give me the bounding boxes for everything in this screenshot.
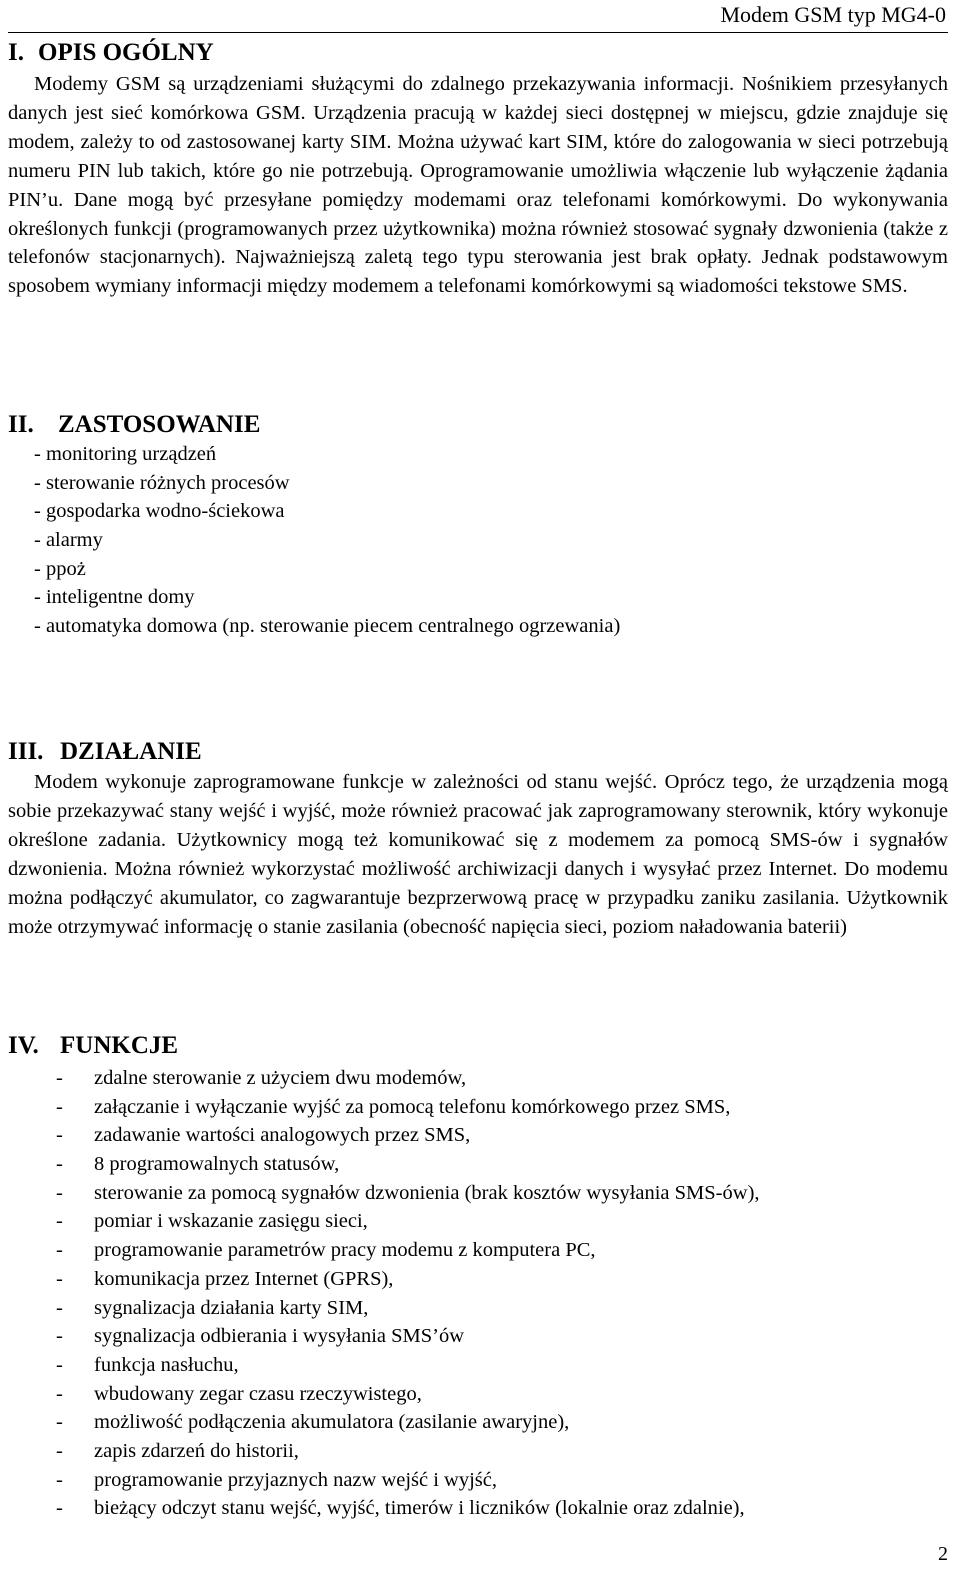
zastosowanie-list: [34, 440, 620, 641]
list-item-text: komunikacja przez Internet (GPRS),: [94, 1267, 394, 1290]
page-number: 2: [938, 1543, 948, 1565]
list-item-text: bieżący odczyt stanu wejść, wyjść, timerów i liczników (lokalnie oraz zdalnie),: [94, 1497, 745, 1520]
list-item-text: programowanie parametrów pracy modemu z komputera PC,: [94, 1239, 596, 1262]
bullet-dash: -: [56, 1325, 63, 1348]
bullet-dash: -: [56, 1124, 63, 1147]
bullet-dash: -: [56, 1411, 63, 1434]
list-item-text: programowanie przyjaznych nazw wejść i wyjść,: [94, 1468, 498, 1491]
bullet-dash: -: [56, 1468, 63, 1491]
list-item: [56, 1294, 760, 1323]
list-item-text: zdalne sterowanie z użyciem dwu modemów,: [94, 1067, 467, 1089]
list-item-text: zapis zdarzeń do historii,: [94, 1439, 299, 1462]
header-rule: [8, 32, 948, 33]
section-number: II.: [8, 411, 34, 438]
section-number: IV.: [8, 1032, 39, 1059]
bullet-dash: -: [56, 1296, 63, 1319]
section-heading-funkcje: [8, 1031, 178, 1061]
section-title: FUNKCJE: [60, 1032, 179, 1059]
section-title: OPIS OGÓLNY: [38, 39, 214, 66]
list-item: [56, 1466, 760, 1495]
section-number: I.: [8, 39, 24, 66]
bullet-dash: -: [56, 1210, 63, 1233]
dzialanie-paragraph: Modem wykonuje zaprogramowane funkcje w zależności od stanu wejść. Oprócz tego, że urządzenia mogą sobie przekazywać stany wejść i wyjść, może również pracować jak zaprogramowany sterownik, który wykonuje określone zadania. Użytkownicy mogą też komunikować się z modemem za pomocą SMS-ów i sygnałów dzwonienia. Można również wykorzystać możliwość archiwizacji danych i wysyłać przez Internet. Do modemu można podłączyć akumulator, co zagwarantuje bezprzerwową pracę w przypadku zaniku zasilania. Użytkownik może otrzymywać informację o stanie zasilania (obecność napięcia sieci, poziom naładowania baterii): [8, 771, 948, 938]
section-number: III.: [8, 738, 44, 765]
bullet-dash: -: [56, 1153, 63, 1176]
list-item: [56, 1351, 760, 1380]
funkcje-list: [56, 1064, 760, 1523]
section-heading-opis: [8, 38, 214, 68]
section-heading-zastosowanie: [8, 410, 260, 440]
list-item: [56, 1236, 760, 1265]
list-item: [56, 1121, 760, 1150]
list-item: [56, 1179, 760, 1208]
opis-paragraph: Modemy GSM są urządzeniami służącymi do zdalnego przekazywania informacji. Nośnikiem przesyłanych danych jest sieć komórkowa GSM. Urządzenia pracują w każdej sieci dostępnej w miejscu, gdzie znajduje się modem, zależy to od zastosowanej karty SIM. Można używać kart SIM, które do zalogowania w sieci potrzebują numeru PIN lub takich, które go nie potrzebują. Oprogramowanie umożliwia włączenie lub wyłączenie żądania PIN’u. Dane mogą być przesyłane pomiędzy modemami oraz telefonami komórkowymi. Do wykonywania określonych funkcji (programowanych przez użytkownika) można również stosować sygnały dzwonienia (także z telefonów stacjonarnych). Najważniejszą zaletą tego typu sterowania jest brak opłaty. Jednak podstawowym sposobem wymiany informacji między modemem a telefonami komórkowymi są wiadomości tekstowe SMS.: [8, 73, 948, 298]
list-item-text: 8 programowalnych statusów,: [94, 1153, 340, 1176]
list-item-text: funkcja nasłuchu,: [94, 1353, 239, 1376]
list-item-text: zadawanie wartości analogowych przez SMS,: [94, 1124, 471, 1147]
list-item: [56, 1408, 760, 1437]
bullet-dash: -: [56, 1239, 63, 1262]
bullet-dash: -: [56, 1095, 63, 1118]
list-item: [56, 1093, 760, 1122]
section-title: DZIAŁANIE: [60, 738, 202, 765]
list-item: - gospodarka wodno-ściekowa: [34, 500, 285, 523]
list-item-text: wbudowany zegar czasu rzeczywistego,: [94, 1382, 422, 1405]
list-item-text: załączanie i wyłączanie wyjść za pomocą telefonu komórkowego przez SMS,: [94, 1095, 731, 1118]
list-item: - sterowanie różnych procesów: [34, 471, 290, 494]
list-item: - inteligentne domy: [34, 586, 195, 609]
list-item-text: pomiar i wskazanie zasięgu sieci,: [94, 1210, 368, 1233]
list-item-text: możliwość podłączenia akumulatora (zasilanie awaryjne),: [94, 1411, 570, 1434]
list-item-text: sterowanie za pomocą sygnałów dzwonienia (brak kosztów wysyłania SMS-ów),: [94, 1181, 760, 1204]
bullet-dash: -: [56, 1181, 63, 1204]
list-item: [56, 1322, 760, 1351]
section-title: ZASTOSOWANIE: [58, 411, 261, 438]
list-item: [56, 1494, 760, 1523]
list-item: - monitoring urządzeń: [34, 443, 217, 465]
list-item: [56, 1207, 760, 1236]
list-item-text: sygnalizacja odbierania i wysyłania SMS’ów: [94, 1325, 465, 1348]
bullet-dash: -: [56, 1067, 63, 1089]
bullet-dash: -: [56, 1267, 63, 1290]
list-item: [56, 1150, 760, 1179]
bullet-dash: -: [56, 1353, 63, 1376]
bullet-dash: -: [56, 1439, 63, 1462]
list-item: [56, 1380, 760, 1409]
section-heading-dzialanie: [8, 737, 202, 767]
list-item: [56, 1437, 760, 1466]
list-item-text: sygnalizacja działania karty SIM,: [94, 1296, 369, 1319]
list-item: [56, 1265, 760, 1294]
list-item: - automatyka domowa (np. sterowanie piecem centralnego ogrzewania): [34, 615, 621, 638]
list-item: - alarmy: [34, 529, 103, 552]
list-item: - ppoż: [34, 557, 86, 580]
bullet-dash: -: [56, 1382, 63, 1405]
bullet-dash: -: [56, 1497, 63, 1520]
document-header-title: Modem GSM typ MG4-0: [720, 2, 946, 27]
list-item: [56, 1064, 760, 1093]
